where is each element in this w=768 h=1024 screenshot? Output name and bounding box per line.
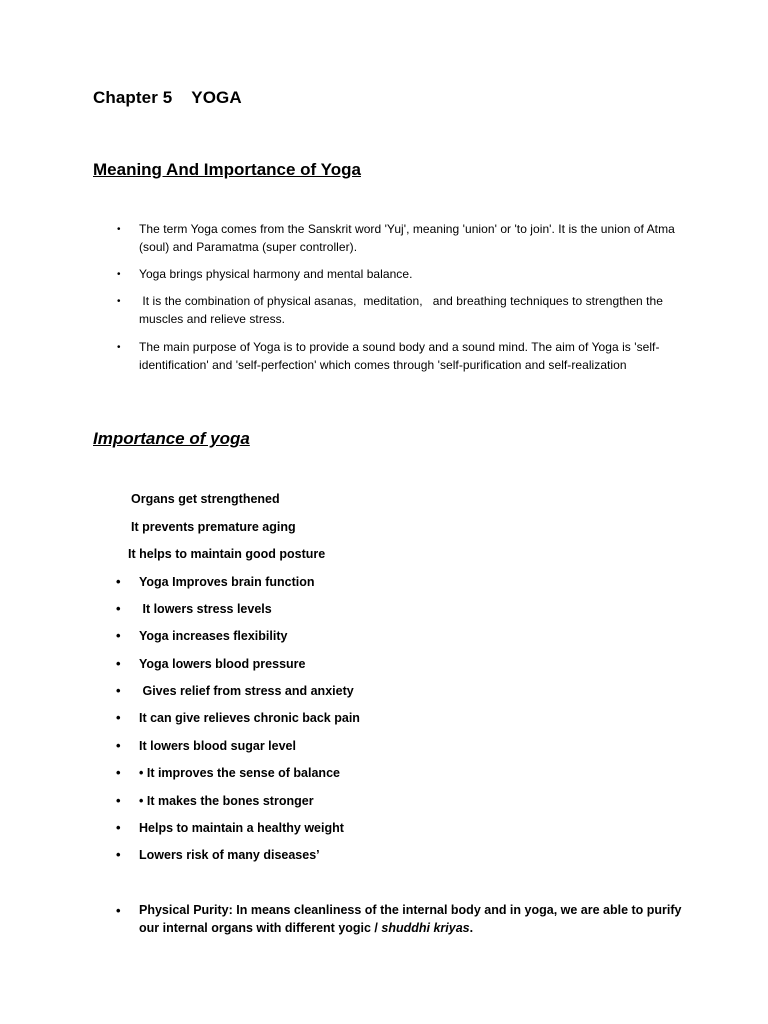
bullet-icon: • bbox=[117, 296, 121, 307]
physical-purity-italic: shuddhi kriyas bbox=[381, 920, 470, 935]
list-item-text: Helps to maintain a healthy weight bbox=[139, 821, 344, 835]
list-item-text: It is the combination of physical asanas, meditation, and breathing techniques to strengthen the muscles and relieve stress. bbox=[139, 294, 667, 326]
physical-purity-main: Physical Purity: In means cleanliness of the internal body and in yoga, we are able to purify our internal organs with different yogic / bbox=[139, 903, 682, 935]
section-heading-meaning: Meaning And Importance of Yoga bbox=[93, 160, 361, 179]
bullet-icon: • bbox=[116, 710, 121, 725]
list-item-text: It helps to maintain good posture bbox=[128, 547, 326, 561]
list-item-text: Yoga brings physical harmony and mental balance. bbox=[139, 267, 413, 281]
bullet-icon: • bbox=[117, 224, 121, 235]
bullet-icon: • bbox=[117, 342, 121, 353]
chapter-title: Chapter 5 YOGA bbox=[93, 88, 242, 107]
bullet-icon: • bbox=[116, 656, 121, 671]
bullet-icon: • bbox=[116, 628, 121, 643]
list-item-text: The main purpose of Yoga is to provide a sound body and a sound mind. The aim of Yoga is 'self-identification' and 'self-perfection' which comes through 'self-purification and self-realization bbox=[139, 340, 660, 372]
list-item-text: Yoga lowers blood pressure bbox=[139, 657, 306, 671]
bullet-icon: • bbox=[116, 765, 121, 780]
list-item-text: • It improves the sense of balance bbox=[139, 766, 340, 780]
physical-purity-text bbox=[139, 902, 684, 937]
bullet-icon: • bbox=[117, 269, 121, 280]
list-item-text: Yoga Improves brain function bbox=[139, 575, 315, 589]
section-heading-importance: Importance of yoga bbox=[93, 429, 250, 448]
bullet-icon: • bbox=[116, 793, 121, 808]
bullet-icon: • bbox=[116, 738, 121, 753]
list-item-text: The term Yoga comes from the Sanskrit word 'Yuj', meaning 'union' or 'to join'. It is the union of Atma (soul) and Paramatma (super controller). bbox=[139, 222, 675, 254]
list-item-text: It lowers blood sugar level bbox=[139, 739, 296, 753]
list-item-text: It lowers stress levels bbox=[139, 602, 272, 616]
bullet-icon: • bbox=[116, 574, 121, 589]
list-item-text: Gives relief from stress and anxiety bbox=[139, 684, 354, 698]
list-item-text: Lowers risk of many diseases’ bbox=[139, 848, 320, 862]
bullet-icon: • bbox=[116, 683, 121, 698]
list-item-text: It can give relieves chronic back pain bbox=[139, 711, 360, 725]
physical-purity-end: . bbox=[469, 920, 474, 935]
bullet-icon: • bbox=[116, 847, 121, 862]
bullet-icon: • bbox=[116, 903, 121, 918]
list-item-text: • It makes the bones stronger bbox=[139, 794, 314, 808]
list-item-text: Organs get strengthened bbox=[131, 492, 280, 506]
bullet-icon: • bbox=[116, 820, 121, 835]
bullet-icon: • bbox=[116, 601, 121, 616]
list-item-text: Yoga increases flexibility bbox=[139, 629, 288, 643]
list-item-text: It prevents premature aging bbox=[131, 520, 296, 534]
